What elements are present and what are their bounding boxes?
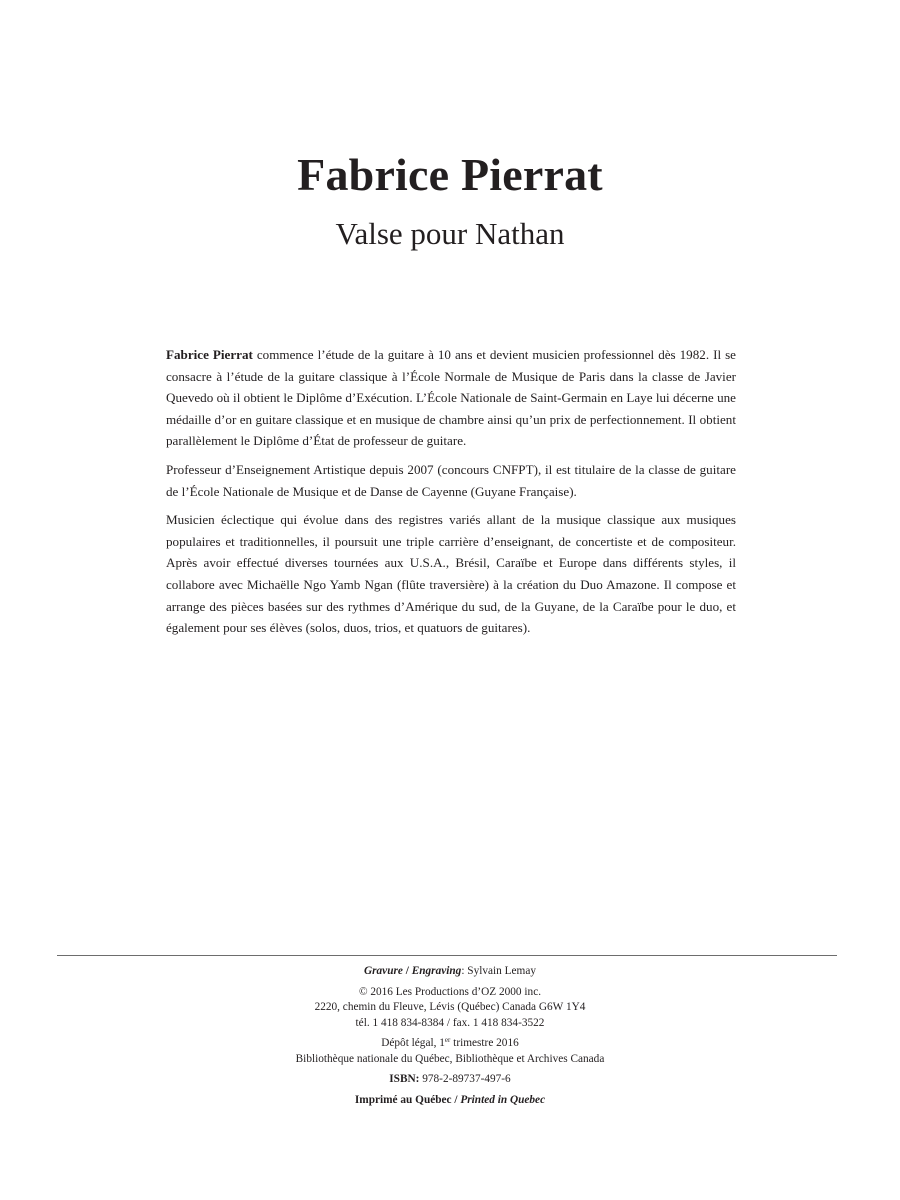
isbn-value: 978-2-89737-497-6 <box>419 1073 511 1085</box>
engraving-label-fr: Gravure <box>363 965 403 977</box>
publisher-block <box>0 985 900 1032</box>
bio-paragraph-2: Professeur d’Enseignement Artistique depuis 2007 (concours CNFPT), il est titulaire de la classe de guitare de l’École Nationale de Musique et de Danse de Cayenne (Guyane Française). <box>166 461 736 499</box>
phone-line: tél. 1 418 834-8384 / fax. 1 418 834-3522 <box>355 1016 545 1029</box>
isbn-label: ISBN: <box>389 1073 420 1085</box>
engraving-separator: / <box>402 965 412 977</box>
libraries-line: Bibliothèque nationale du Québec, Bibliothèque et Archives Canada <box>295 1052 605 1065</box>
legal-deposit-line <box>0 1036 900 1052</box>
footer-divider <box>57 955 837 956</box>
piece-title: Valse pour Nathan <box>335 216 565 251</box>
colophon <box>0 964 900 1113</box>
legal-deposit-prefix: Dépôt légal, 1 <box>381 1037 445 1049</box>
address-line: 2220, chemin du Fleuve, Lévis (Québec) Canada G6W 1Y4 <box>314 1001 586 1013</box>
bio-paragraph-1 <box>166 344 736 452</box>
engraving-credit <box>0 964 900 980</box>
printed-fr: Imprimé au Québec <box>354 1093 452 1106</box>
copyright-line: © 2016 Les Productions d’OZ 2000 inc. <box>358 985 542 998</box>
printed-separator: / <box>451 1093 461 1106</box>
engraving-label-en: Engraving <box>411 965 462 977</box>
printed-line <box>0 1093 900 1109</box>
legal-deposit-suffix: trimestre 2016 <box>450 1037 519 1049</box>
engraver-name: Sylvain Lemay <box>467 965 536 977</box>
composer-biography <box>166 344 736 646</box>
composer-name: Fabrice Pierrat <box>297 149 603 200</box>
printed-en: Printed in Quebec <box>460 1093 546 1106</box>
bio-composer-name: Fabrice Pierrat <box>166 347 253 362</box>
engraving-colon: : <box>461 965 468 977</box>
bio-paragraph-3: Musicien éclectique qui évolue dans des registres variés allant de la musique classique aux musiques populaires et traditionnelles, il poursuit une triple carrière d’enseignant, de concertiste et de compositeur. Après avoir effectué diverses tournées aux U.S.A., Brésil, Caraïbe et Europe dans différents styles, il collabore avec Michaëlle Ngo Yamb Ngan (flûte traversière) à la création du Duo Amazone. Il compose et arrange des pièces basées sur des rythmes d’Amérique du sud, de la Guyane, de la Caraïbe pour le duo, et également pour ses élèves (solos, duos, trios, et quatuors de guitares). <box>166 512 736 636</box>
legal-deposit-ordinal: er <box>444 1036 451 1044</box>
legal-deposit-block <box>0 1036 900 1067</box>
isbn-line <box>0 1072 900 1088</box>
bio-paragraph-1-text: commence l’étude de la guitare à 10 ans et devient musicien professionnel dès 1982. Il se consacre à l’étude de la guitare classique à l’École Normale de Musique de Paris dans la classe de Javier Quevedo où il obtient le Diplôme d’Exécution. L’École Nationale de Saint-Germain en Laye lui décerne une médaille d’or en guitare classique et en musique de chambre ainsi qu’un prix de perfectionnement. Il obtient parallèlement le Diplôme d’État de professeur de guitare. <box>166 347 736 449</box>
